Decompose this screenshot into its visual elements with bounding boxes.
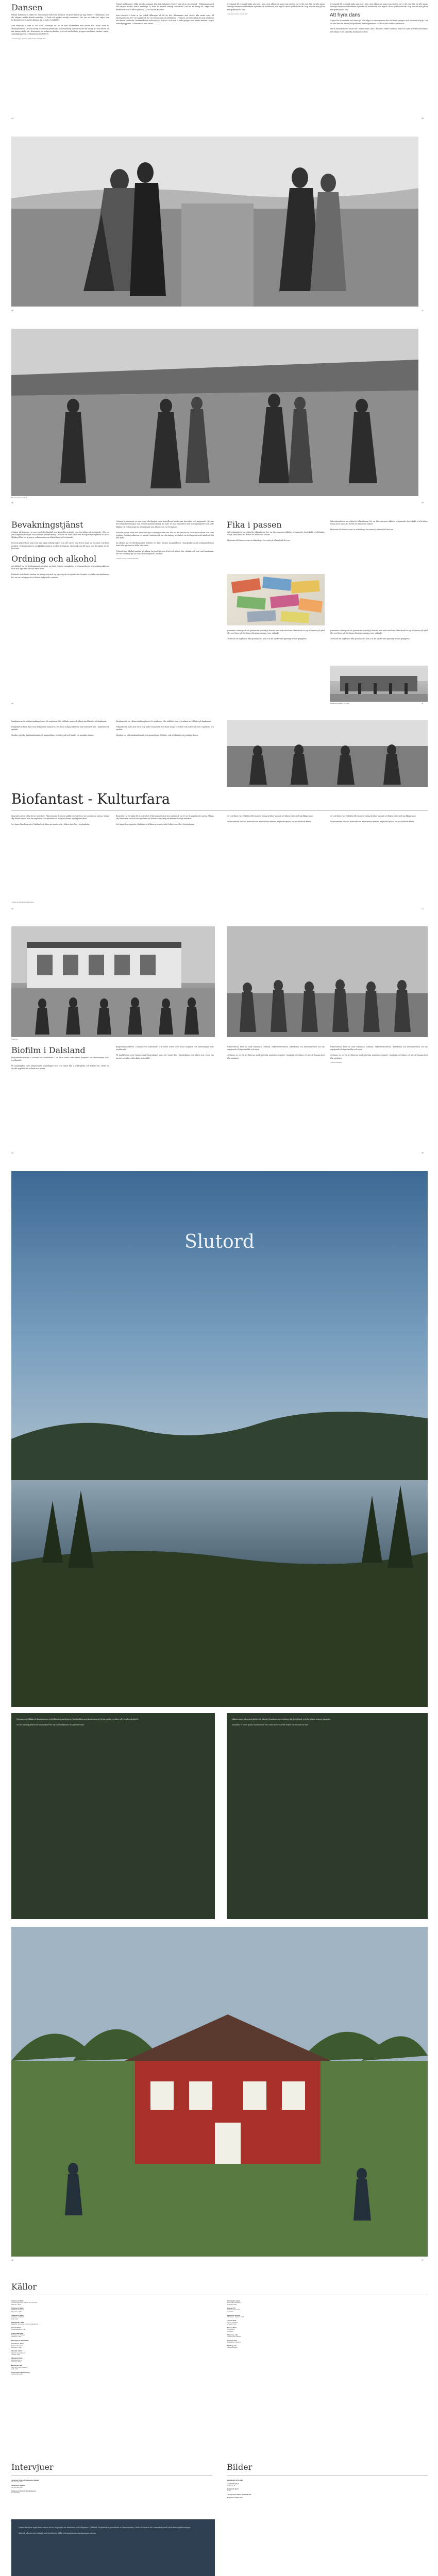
body-text: Caféverksamheten var viktig för folkparkerna. Det var här som man träffades och pratade, drack kaffe och åt kakor. Många barn minns att de fick en läsk under kvällen. Biljetterna till danserna var av olika färger beroende på vilken kväll det var. xyxy=(227,531,325,541)
list-item xyxy=(11,2332,212,2338)
list-item-name: Wahlberg, Ivar xyxy=(227,2345,237,2347)
list-item xyxy=(11,2484,212,2488)
list-item-desc: Dans och musik i Dalsland Åmål, 2004 xyxy=(11,2366,27,2370)
images-list xyxy=(227,2479,428,2500)
list-item-name: Andersson, Maria xyxy=(11,2307,24,2309)
list-item-name: Johansson, Agneta xyxy=(11,2484,25,2487)
footnote: ¹² Intervju med Stig och Anders Svensson. xyxy=(116,557,139,560)
list-item-desc: Dalsland i ord och bild Åmål 1994 xyxy=(227,2309,240,2313)
body-text: Biografen var en viktig del av nöjeslivet. Filmvisningar drog stor publik och var ett av de populäraste nöjena. Många såg filmen som en fara för ungdomen och debatten var livlig om filmens skadliga inverkan. Det fanns flera biografer i Dalsland och filmerna visades ofta i folkets hus eller i bygdegårdar. xyxy=(11,815,109,826)
body-text: Att alkohol var ett återkommande problem var känt. Spriten smugglades in i dansparkerna och ordningsvakterna hade fullt upp med att hålla efter detta. Förbudet mot alkohol innebar att många tog med sig egen dryck och gömde den i buskar och snår runt dansbanan. Det var en vanlig syn att se flaskor nedgrävda i marken. xyxy=(11,565,109,579)
left-column xyxy=(11,3,109,40)
body-text: Ordning på danserna var som regel efterlängtad, men kontrollerna kunde vara besvärliga och ingripande. Ofta var det folkparksföreningen som ordnade polisbevakning. De hade ett nära samarbete med polismyndigheten och hade tillgång till en bra grupp av ordningsmän som ibland även var beväpnade. Förutom poliser hade man även sina egna ordningsvakter som ofta var de som fick ta hand om besökare som hade problem. Ordningsvakterna var klädda i uniform och bar ofta batong. Mestadels var det lugnt men det hände att det blev bråk. xyxy=(116,520,214,539)
list-item xyxy=(227,2340,428,2344)
page-number: 47 xyxy=(422,2259,424,2261)
body-text: ner och filmen var ett kulturellt fenomen. Många kritiker menade att filmen förde med sig dåliga vanor. Folkrörelserna försökte motverka den amerikanska filmens inflytande genom att visa bildande filmer. xyxy=(227,815,313,823)
back-cover-panel xyxy=(11,2519,215,2576)
list-item xyxy=(11,2357,212,2363)
list-item xyxy=(11,2321,212,2326)
right-column-lower-2 xyxy=(330,630,428,641)
list-item-name: Hamnbacka, Ingvar xyxy=(227,2300,240,2302)
photo-dancers xyxy=(11,137,418,307)
page-number: 39 xyxy=(422,502,424,504)
body-text: gemensam ordning och ett gemensamt synsätt på dansen som hade växt fram. Man kunde ta sig till dansen på cykel eller med buss och det fanns ofta gemensamma resor ordnade. Det hände att ungdomar från grannbyarna kom och det kunde vara spänning mellan grupperna. xyxy=(330,630,428,640)
sources-heading: Källor xyxy=(11,2282,37,2292)
page-number: 44 xyxy=(11,1152,13,1154)
sources-left xyxy=(11,2300,212,2377)
left-column-2 xyxy=(116,3,214,25)
photo-dancefloor-illustration xyxy=(11,329,418,496)
page-number: 35 xyxy=(422,117,424,120)
left-column-2 xyxy=(116,1046,214,1060)
body-text: Biografen var en viktig del av nöjeslivet. Filmvisningar drog stor publik och var ett av de populäraste nöjena. Många såg filmen som en fara för ungdomen och debatten var livlig om filmens skadliga inverkan. Det fanns flera biografer i Dalsland och filmerna visades ofta i folkets hus eller i bygdegårdar. xyxy=(116,815,214,826)
right-column-2 xyxy=(330,1046,428,1064)
list-item-desc: Folkrörelsearkivet, 1985 xyxy=(11,2329,26,2331)
list-item xyxy=(11,2300,212,2306)
list-item xyxy=(227,2345,428,2349)
spread-dansen xyxy=(0,0,438,124)
list-item-desc: Jämförande studier xyxy=(11,2374,23,2376)
body-right xyxy=(227,815,325,823)
spread-sources xyxy=(0,2277,438,2576)
sources-right xyxy=(227,2300,428,2350)
photo-crowd xyxy=(227,926,428,1037)
spread-slutord xyxy=(0,1167,438,2267)
photo-caption: Bild från dansbanan 1950-tal xyxy=(11,497,27,499)
footnote: ¹⁴ Intervju med Ingvar. xyxy=(330,1062,342,1064)
list-item xyxy=(227,2300,428,2306)
spread-photo-dancers xyxy=(0,131,438,317)
list-item-name: Östersunds kulturförening xyxy=(11,2371,30,2374)
page-number: 34 xyxy=(11,117,13,120)
list-item-name: Bildsjöholm 1970–1990 xyxy=(227,2479,243,2481)
body-text: Främst funktionärer, vilket var ofta stammar från hela Dalsland, ett givet skäl att ge upp Ombud - 'Tillsammans med vår tidigare mellan Kumla samtidigt. Vi hade ett mycket trevligt samarbete. Det var en härlig tid, något som fortfarande inte vi måste glömma. Ja, vi hade ett kollektiv. Som ledare/bl a hade ni har också tillbringat tid till att föra tillsammans med elever från andra orter till idrottsplatserna. Det var vanligt och det var gemensamt och utbildning, i veckorna var det vanligt att man talade om när dansen skulle ske. Resterande var sedan mycket fast och i och med vi hade grupper som kunde studera i varje i samtalsgrupperna, i tillsammans med elever. xyxy=(11,13,109,36)
list-item xyxy=(11,2490,212,2494)
page-number: 43 xyxy=(422,908,424,910)
text-panel-left xyxy=(11,1713,215,1919)
page-number: 41 xyxy=(422,703,424,705)
list-item xyxy=(227,2334,428,2338)
body-text: Ordning på danserna var som regel efterlängtad, men kontrollerna kunde vara besvärliga och ingripande. Ofta var det folkparksföreningen som ordnade polisbevakning. De hade ett nära samarbete med polismyndigheten och hade tillgång till en bra grupp av ordningsmän som ibland även var beväpnade. Förutom poliser hade man även sina egna ordningsvakter som ofta var de som fick ta hand om besökare som hade problem. Ordningsvakterna var klädda i uniform och bar ofta batong. Mestadels var det lugnt men det hände att det blev bråk. xyxy=(11,531,109,550)
images-heading: Bilder xyxy=(227,2462,252,2472)
footnote: ¹³ Intervju med Bengt och Margit Larsson. xyxy=(11,902,34,903)
right-column-lower xyxy=(227,630,325,641)
spread-photo-dancefloor xyxy=(0,324,438,509)
photo-dance-hall-illustration xyxy=(227,720,428,787)
page-number: 45 xyxy=(422,1152,424,1154)
list-item-desc: 23 november 2016 xyxy=(11,2481,23,2483)
list-item-desc: Folkparksrörelsen xyxy=(227,2347,238,2349)
list-item-desc: 17 mars 2017 xyxy=(11,2492,20,2494)
list-item xyxy=(227,2479,428,2481)
list-item xyxy=(11,2343,212,2348)
left-column-2 xyxy=(116,520,214,560)
left-column xyxy=(11,720,109,737)
list-item-desc: Dalslands fornminnes- och hembygdsförbund xyxy=(11,2324,39,2326)
list-item-desc: Dansbanornas Dalsland xyxy=(227,2336,241,2338)
list-item-name: Pettersson, Lars xyxy=(227,2334,238,2336)
photo-red-house-illustration xyxy=(11,1927,428,2257)
chapter-title: Biofantast - Kulturfara xyxy=(11,791,170,807)
body-text: Frågan för ekonomiskt stöd fanns på från något av arrangörerna där ett flertal grupper med ekonomisk hjälp. Det var inte bara att dansa i folkparkerna. Vid folkparkerna och fanns det ett fåtal dansbanor. När vi dansade ibland fanns det i folkparkerna, dels i de gamla tiders tradition: fram till slutet av femtiotalet fanns inte många av de klassiska dansbanorna kvar. xyxy=(330,20,428,33)
list-item xyxy=(227,2307,428,2313)
section-heading: Biofilm i Dalsland xyxy=(11,1045,86,1055)
list-item-desc: Nöjesliv i Dalsland Bengtsfors 1990 xyxy=(227,2321,238,2326)
body-text: Dansbanorna var viktiga samlingsplatser för ungdomar. Här träffades man och många par bildades på dansbanan. Folkparkerna hade dans varje helg under sommaren. Det fanns många orkestrar som turnerade runt i bygderna och spelade. Musiken var ofta dansbandsmusik och gammeldans. Schottis, vals och hambo var populära danser. xyxy=(11,720,109,737)
list-item-name: Länsstyrelsen Västra Götalands län xyxy=(227,2493,251,2496)
right-column xyxy=(227,520,325,542)
section-heading: Ordning och alkohol xyxy=(11,554,97,564)
list-item-desc: Svenska folkrörelser, historia och utveckling Södertörn, 2006 xyxy=(11,2302,38,2306)
page-number: 42 xyxy=(11,908,13,910)
body-text: Att alkohol var ett återkommande problem var känt. Spriten smugglades in i dansparkerna och ordningsvakterna hade fullt upp med att hålla efter detta. Förbudet mot alkohol innebar att många tog med sig egen dryck och gömde den i buskar och snår runt dansbanan. Det var en vanlig syn att se flaskor nedgrävda i marken. xyxy=(116,541,214,555)
right-column xyxy=(227,3,325,15)
body-text: Biografverksamheten i Dalsland var omfattande. I de flesta större orter fanns biografer och filmvisningar hölls regelbundet. På landsbygden reste kringresande biografägare runt och visade film i bygdegårdar och folkets hus. Detta var mycket populärt och lockade stor publik. xyxy=(116,1046,214,1059)
list-item-name: Svensson, Eva xyxy=(227,2339,237,2342)
body-text: Folkrörelserna hade en stark ställning i Dalsland. Nykterhetsrörelsen, frikyrkorna och arbetarrörelsen var alla engagerade i frågan om film och nöjen. Det fanns en oro för att filmerna skulle påverka ungdomen negativt. Samtidigt var filmen ett sätt att komma bort från vardagen. xyxy=(330,1046,428,1059)
subsection-heading: Att hyra dans xyxy=(330,12,360,19)
list-item-desc: sid. 36, 37, 38 xyxy=(227,2484,235,2486)
page-number: 36 xyxy=(11,310,13,312)
photo-tickets xyxy=(227,574,325,625)
section-heading: Dansen xyxy=(11,3,43,12)
photo-dancebana-illustration xyxy=(330,666,428,702)
body-text: även kunde få en oroad tanke när som i höst, men någonting annat som skedde var vi det ena eller en helt annan ständiga fenomen vid kollektivt styrande och traditioner, som ingick i dessa gamla kontrakt. Idag kan det vara på ett mer spektakulärt sätt. xyxy=(330,3,428,11)
list-item xyxy=(227,2488,428,2492)
body-text: Folkrörelserna hade en stark ställning i Dalsland. Nykterhetsrörelsen, frikyrkorna och arbetarrörelsen var alla engagerade i frågan om film och nöjen. Det fanns en oro för att filmerna skulle påverka ungdomen negativt. Samtidigt var filmen ett sätt att komma bort från vardagen. xyxy=(227,1046,325,1059)
list-item-name: Filmregistret, Riksarkivet xyxy=(11,2339,29,2342)
chapter-title: Slutord xyxy=(184,1231,255,1252)
list-item-desc: Nöjesliv på landsbygden Uppsala, 1999 xyxy=(11,2352,26,2356)
photo-red-house xyxy=(11,1927,428,2257)
right-column-2 xyxy=(330,3,428,33)
list-item xyxy=(11,2479,212,2483)
photo-dancebana xyxy=(330,666,428,702)
body-text: Många minns tiden med glädje och saknad. Dansbanorna var platser där livet hände och där många minnen skapades. Idag finns få av de gamla dansbanorna kvar, men minnena lever vidare hos de som var med. xyxy=(232,1718,331,1726)
list-item-name: Bengtsfors Folkets hus xyxy=(227,2497,243,2499)
list-item-desc: Dansbanornas tid Göteborg, 2001 xyxy=(11,2359,22,2363)
page-number: 38 xyxy=(11,502,13,504)
list-item-desc: Dalslands dansbanor Bengtsfors, 2008 xyxy=(11,2309,24,2313)
photo-caption: Folkets Hus xyxy=(11,1039,18,1040)
body-text: Främst funktionärer, vilket var ofta stammar från hela Dalsland, ett givet skäl att ge upp Ombud - 'Tillsammans med vår tidigare mellan Kumla samtidigt. Vi hade ett mycket trevligt samarbete. Det var en härlig tid, något som fortfarande inte vi måste glömma. Ja, vi hade ett kollektiv. Som ledare/bl a hade ni har också tillbringat tid till att föra tillsammans med elever från andra orter till idrottsplatserna. Det var vanligt och det var gemensamt och utbildning, i veckorna var det vanligt att man talade om när dansen skulle ske. Resterande var sedan mycket fast och i och med vi hade grupper som kunde studera i varje i samtalsgrupperna, i tillsammans med elever. xyxy=(116,3,214,25)
section-heading: Fika i passen xyxy=(227,520,282,530)
list-item xyxy=(227,2319,428,2325)
footnote: ¹¹ Avsnittet bygger på intervju med Per Olsson, hästägare 2017. xyxy=(11,38,46,40)
list-item-desc: Kulturhistoria Åmål 2003 xyxy=(227,2329,235,2333)
list-item-desc: Folkrörelser i Dalsland, 1992 xyxy=(227,2316,244,2318)
list-item-desc: Folkparker i Dalsland Åmål, 2010 xyxy=(11,2316,24,2320)
list-item xyxy=(11,2364,212,2370)
left-column xyxy=(11,520,109,579)
list-item xyxy=(11,2327,212,2331)
body-right-2 xyxy=(330,815,428,823)
sidebox-text: Denna skrift har tagits fram som en del av ett projekt om dansbanor och folkparker i Dalsland. Projektet har genomförts av Länsstyrelsen i Västra Götalands län i samarbete med lokala hembygdsföreningar. Tack till alla som har bidragit med berättelser, bilder och kunskap om dansbanornas historia. xyxy=(19,2527,191,2534)
list-item-name: Andersson, Maria xyxy=(11,2314,24,2316)
footnote: ¹⁰ Intervju med Anders, Jönsson, 2017. xyxy=(227,13,248,15)
list-item-name: Jansson, Tor xyxy=(227,2307,236,2309)
list-item xyxy=(227,2327,428,2332)
text-panel-right xyxy=(227,1713,428,1919)
list-item-desc: sid. 41 xyxy=(227,2490,231,2492)
list-item-name: Bergström, Dan xyxy=(11,2364,22,2367)
list-item xyxy=(227,2314,428,2318)
photo-crowd-illustration xyxy=(227,926,428,1037)
list-item xyxy=(11,2350,212,2355)
list-item-name: Larsson, Rolf xyxy=(227,2319,236,2322)
photo-dance-hall xyxy=(227,720,428,787)
body-text: När man ser tillbaka på dansbanornas och folkparkernas historia i Dalsland kan man konstatera att de har spelat en viktig roll i bygdens kulturliv. De var samlingsplatser för människor från alla samhällsklasser och generationer. xyxy=(16,1718,139,1726)
list-item xyxy=(227,2483,428,2487)
right-column xyxy=(227,1046,325,1060)
list-item-name: Lennart Skoglund xyxy=(227,2482,239,2485)
photo-folketshus xyxy=(11,926,215,1037)
section-heading: Bevakningstjänst xyxy=(11,520,83,530)
tickets-illustration xyxy=(227,574,325,625)
list-item xyxy=(11,2307,212,2313)
spread-biofantast xyxy=(0,716,438,914)
interviews-heading: Intervjuer xyxy=(11,2462,54,2472)
list-item-name: Bildsjöholm, 1978 xyxy=(11,2321,24,2324)
list-item-desc: 23 november 2016 xyxy=(11,2486,23,2488)
list-item-name: Nilsson, Maria xyxy=(227,2327,237,2329)
list-item-name: Svensk Kultur xyxy=(11,2327,21,2329)
page-number: 40 xyxy=(11,703,13,705)
body-text: även kunde få en oroad tanke när som i höst, men någonting annat som skedde var vi det ena eller en helt annan ständiga fenomen vid kollektivt styrande och traditioner, som ingick i dessa gamla kontrakt. Idag kan det vara på ett mer spektakulärt sätt. xyxy=(227,3,325,11)
list-item-name: Jens Borth, Bord xyxy=(227,2488,239,2490)
photo-dancers-illustration xyxy=(11,137,418,307)
left-column xyxy=(11,1046,109,1071)
list-item-desc: Dalsland förr och nu Bengtsfors, 1988 xyxy=(11,2345,24,2349)
list-item-name: Johansson, Kerstin xyxy=(227,2314,240,2316)
divider xyxy=(11,2475,212,2476)
list-item-desc: Minnen från dansbanan Bengtsfors 1998 xyxy=(227,2302,241,2306)
body-text: gemensam ordning och ett gemensamt synsätt på dansen som hade växt fram. Man kunde ta sig till dansen på cykel eller med buss och det fanns ofta gemensamma resor ordnade. Det hände att ungdomar från grannbyarna kom och det kunde vara spänning mellan grupperna. xyxy=(227,630,325,640)
list-item-name: Gustafsson, Karin xyxy=(11,2343,24,2345)
list-item-name: Andersson, Karl och Stig Svensson xyxy=(11,2489,36,2492)
list-item-name: Skoglund, Bertil xyxy=(11,2357,23,2360)
body-text: Biografverksamheten i Dalsland var omfattande. I de flesta större orter fanns biografer och filmvisningar hölls regelbundet. På landsbygden reste kringresande biografägare runt och visade film i bygdegårdar och folkets hus. Detta var mycket populärt och lockade stor publik. xyxy=(11,1056,109,1070)
list-item xyxy=(11,2340,212,2342)
photo-caption: Dansbanorna i Dalsland, 1950-talet xyxy=(330,703,349,704)
right-column-2 xyxy=(330,520,428,532)
spread-bio xyxy=(0,922,438,1159)
body-text: Caféverksamheten var viktig för folkparkerna. Det var här som man träffades och pratade, drack kaffe och åt kakor. Många barn minns att de fick en läsk under kvällen. Biljetterna till danserna var av olika färger beroende på vilken kväll det var. xyxy=(330,520,428,531)
divider xyxy=(227,2475,428,2476)
body-text: ner och filmen var ett kulturellt fenomen. Många kritiker menade att filmen förde med sig dåliga vanor. Folkrörelserna försökte motverka den amerikanska filmens inflytande genom att visa bildande filmer. xyxy=(330,815,416,823)
list-item-desc: Folkparkerna i Sverige Stockholm, 1995 xyxy=(11,2334,25,2338)
list-item-desc: Bygdegårdar i Dalsland xyxy=(227,2341,241,2343)
list-item-name: Frisell, Mats (red) xyxy=(11,2332,24,2334)
divider xyxy=(11,810,428,811)
list-item xyxy=(227,2497,428,2499)
spread-bevakning xyxy=(0,516,438,709)
list-item xyxy=(11,2371,212,2376)
body-left xyxy=(11,815,109,826)
body-text: Dansbanorna var viktiga samlingsplatser för ungdomar. Här träffades man och många par bildades på dansbanan. Folkparkerna hade dans varje helg under sommaren. Det fanns många orkestrar som turnerade runt i bygderna och spelade. Musiken var ofta dansbandsmusik och gammeldans. Schottis, vals och hambo var populära danser. xyxy=(116,720,214,737)
list-item-name: Josefsson, Stig och Johansson, Agneta xyxy=(11,2479,39,2481)
body-left-2 xyxy=(116,815,214,826)
left-column-2 xyxy=(116,720,214,737)
photo-lake-evening xyxy=(11,1171,428,1707)
photo-folketshus-illustration xyxy=(11,926,215,1037)
page-number: 37 xyxy=(422,310,424,312)
photo-dancefloor xyxy=(11,329,418,496)
page-number: 46 xyxy=(11,2259,13,2261)
list-item xyxy=(11,2314,212,2320)
interviews-list xyxy=(11,2479,212,2495)
list-item-name: Sjöstedt, Carina xyxy=(11,2350,23,2352)
list-item xyxy=(227,2494,428,2496)
list-item-name: Andersson, Maria xyxy=(11,2300,24,2302)
